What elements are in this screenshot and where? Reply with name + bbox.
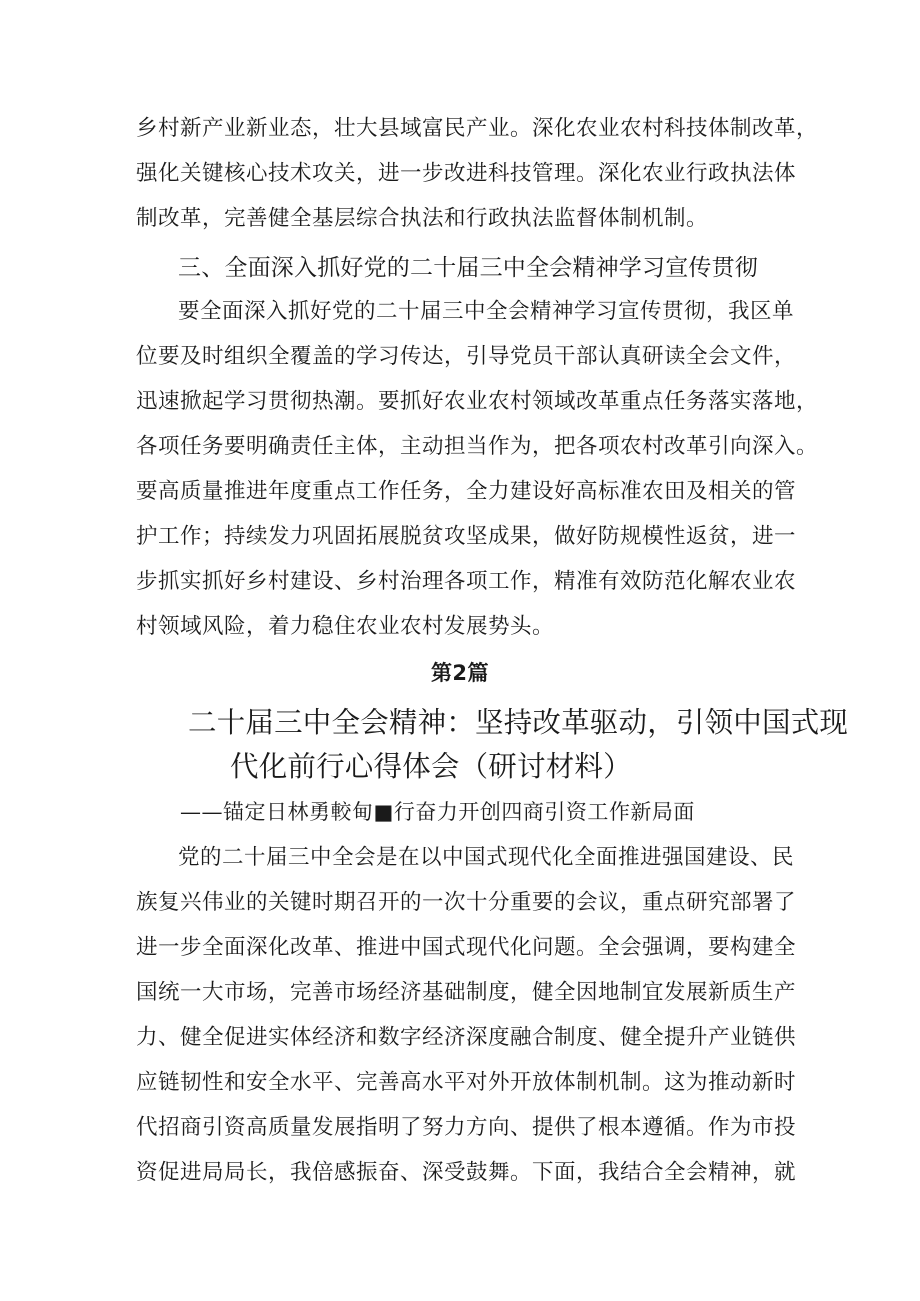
text-line: 制改革，完善健全基层综合执法和行政执法监督体制机制。 xyxy=(136,206,709,231)
section-heading: 三、全面深入抓好党的二十届三中全会精神学习宣传贯彻 xyxy=(178,255,758,281)
text-line: 应链韧性和安全水平、完善高水平对外开放体制机制。这为推动新时 xyxy=(136,1070,797,1095)
text-line: 村领域风险，着力稳住农业农村发展势头。 xyxy=(136,614,555,639)
article-number: 第2篇 xyxy=(430,661,490,685)
text-line: 位要及时组织全覆盖的学习传达，引导党员干部认真研读全会文件， xyxy=(136,344,797,369)
text-line: 要高质量推进年度重点工作任务，全力建设好高标准农田及相关的管 xyxy=(136,479,797,504)
text-line: 力、健全促进实体经济和数字经济深度融合制度、健全提升产业链供 xyxy=(136,1025,797,1050)
text-line: 党的二十届三中全会是在以中国式现代化全面推进强国建设、民 xyxy=(178,845,795,870)
text-line: 迅速掀起学习贯彻热潮。要抓好农业农村领域改革重点任务落实落地， xyxy=(136,389,819,414)
text-line: 族复兴伟业的关键时期召开的一次十分重要的会议，重点研究部署了 xyxy=(136,890,797,915)
text-line: 资促进局局长，我倍感振奋、深受鼓舞。下面，我结合全会精神，就 xyxy=(136,1160,797,1185)
text-line: 乡村新产业新业态，壮大县域富民产业。深化农业农村科技体制改革， xyxy=(136,116,819,141)
text-line: 强化关键核心技术攻关，进一步改进科技管理。深化农业行政执法体 xyxy=(136,161,797,186)
text-line: 国统一大市场，完善市场经济基础制度，健全因地制宜发展新质生产 xyxy=(136,980,797,1005)
text-line: 步抓实抓好乡村建设、乡村治理各项工作，精准有效防范化解农业农 xyxy=(136,569,797,594)
text-line: 要全面深入抓好党的二十届三中全会精神学习宣传贯彻，我区单 xyxy=(178,299,795,324)
title-line: 二十届三中全会精神：坚持改革驱动，引领中国式现 xyxy=(188,706,849,739)
text-line: 护工作；持续发力巩固拓展脱贫攻坚成果，做好防规模性返贫，进一 xyxy=(136,524,797,549)
text-line: 进一步全面深化改革、推进中国式现代化问题。全会强调，要构建全 xyxy=(136,935,797,960)
text-line: 代招商引资高质量发展指明了努力方向、提供了根本遵循。作为市投 xyxy=(136,1115,797,1140)
title-line: 代化前行心得体会（研讨材料） xyxy=(230,750,632,783)
article-subtitle: ——锚定日林勇較甸■行奋力开创四商引资工作新局面 xyxy=(180,800,695,824)
text-line: 各项任务要明确责任主体，主动担当作为，把各项农村改革引向深入。 xyxy=(136,434,819,459)
